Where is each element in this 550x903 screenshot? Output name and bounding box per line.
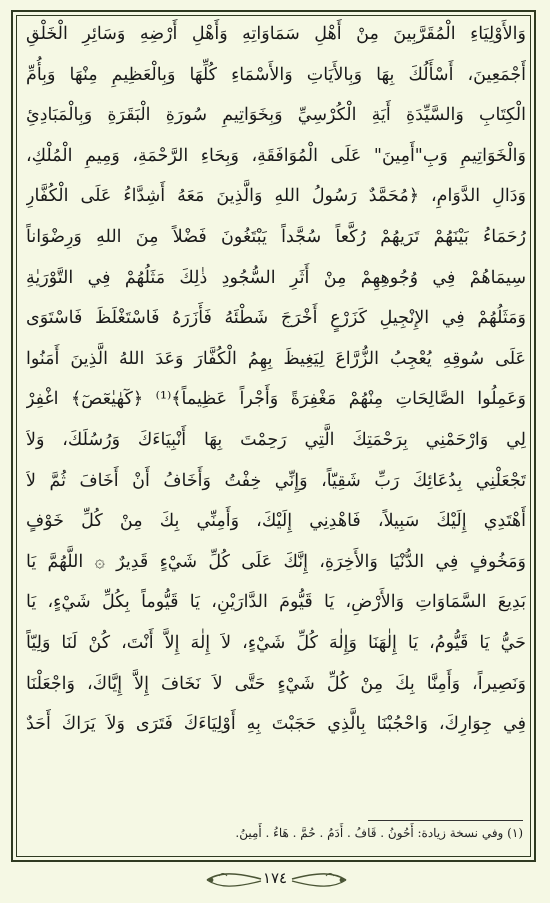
- text-line: وَالأَوْلِيَاءِ الْمُقَرَّبِينَ مِنْ أَهْلِ سَمَاوَاتِهِ وَأَهْلِ أَرْضِهِ وَسَائِرِ الْخَلْقِ: [26, 24, 526, 44]
- text-line: الْكِتَابِ وَالسَّيِّدَةِ أَيَةِ الْكُرْسِيِّ وَبِخَوَاتِيمِ سُورَةِ الْبَقَرَةِ وَبِالْمَبَادِئِ: [26, 105, 526, 126]
- text-line: وَمَخُوفٍ فِي الدُّنْيَا وَالأَخِرَةِ، إِنَّكَ عَلَى كُلِّ شَيْءٍ قَدِيرٌ ۞ اللَّهُمَّ يَا: [26, 551, 526, 572]
- text-line: فِي جِوَارِكَ، وَاحْجُبْنَا بِالَّذِي حَجَبْتَ بِهِ أَوْلِيَاءَكَ فَتَرَى وَلاَ يَرَاكَ أَحَدٌ: [26, 714, 526, 735]
- text-line: رُحَمَاءُ بَيْنَهُمْ تَرَيهُمْ رُكَّعاً سُجَّداً يَبْتَغُونَ فَضْلاً مِنَ اللهِ وَرِضْوَاناً: [26, 226, 526, 247]
- text-line: وَعَمِلُوا الصَّالِحَاتِ مِنْهُمْ مَغْفِرَةً وَأَجْراً عَظِيماً﴾⁽¹⁾ ﴿كٓهٰيٰعٓصٓ﴾ اغْفِرْ: [26, 389, 526, 410]
- text-line: حَيُّ يَا قَيُّومُ، يَا إِلٰهَنَا وَإِلٰهَ كُلِّ شَيْءٍ، لاَ إِلٰهَ إِلاَّ أَنْتَ، كُنْ لَنَا وَلِيّاً: [26, 632, 526, 653]
- text-line: وَنَصِيراً، وَأَمِنَّا بِكَ مِنْ كُلِّ شَيْءٍ حَتَّى لاَ نَخَافَ إِلاَّ إِيَّاكَ، وَاجْعَلْنَا: [26, 673, 526, 694]
- main-text: [26, 14, 526, 745]
- footnote-divider: [368, 820, 523, 821]
- text-line: أَجْمَعِينَ، أَسْأَلُكَ بِهَا وَبِالأَيَاتِ وَالأَسْمَاءِ كُلِّهَا وَبِالْعَظِيمِ مِنْهَا وَبِأُمِّ: [26, 64, 526, 85]
- text-line: وَالْخَوَاتِيمِ وَبِ"أَمِينَ" عَلَى الْمُوَافَقَةِ، وَبِحَاءِ الرَّحْمَةِ، وَمِيمِ الْمُلْكِ،: [26, 145, 526, 166]
- text-line: بَدِيعَ السَّمَاوَاتِ وَالأَرْضِ، يَا قَيُّومَ الدَّارَيْنِ، يَا قَيُّوماً بِكُلِّ شَيْءٍ، يَا: [26, 592, 526, 613]
- page-number: ١٧٤: [262, 869, 288, 887]
- text-line: وَمَثَلُهُمْ فِي الإِنْجِيلِ كَزَرْعٍ أَخْرَجَ شَطْئَهُ فَأَزَرَهُ فَاسْتَغْلَظَ فَاسْتَوَى: [26, 308, 526, 329]
- text-line: سِيمَاهُمْ فِي وُجُوهِهِمْ مِنْ أَثَرِ السُّجُودِ ذٰلِكَ مَثَلُهُمْ فِي التَّوْرَيٰةِ: [26, 267, 526, 288]
- text-line: تَجْعَلْنِي بِدُعَائِكَ رَبِّ شَقِيّاً، وَإِنِّي خِفْتُ وَأَخَافُ أَنْ أَخَافَ ثُمَّ لاَ: [26, 470, 526, 491]
- text-line: وَدَالِ الدَّوَامِ، ﴿مُحَمَّدٌ رَسُولُ اللهِ وَالَّذِينَ مَعَهُ أَشِدَّاءُ عَلَى الْكُفَّارِ: [26, 186, 526, 207]
- footnote: (١) وفي نسخة زيادة: أَحُونُ . قَافُ . أَدَمُ . حُمَّ . هَاءُ . أَمِينُ.: [235, 826, 523, 840]
- text-line: أَهْتَدِي إِلَيْكَ سَبِيلاً، فَاهْدِنِي إِلَيْكَ، وَأَمِنِّي بِكَ مِنْ كُلِّ خَوْفٍ: [26, 511, 526, 532]
- text-line: عَلَى سُوقِهِ يُعْجِبُ الزُّرَّاعَ لِيَغِيظَ بِهِمُ الْكُفَّارَ وَعَدَ اللهُ الَّذِينَ أَمَنُوا: [26, 348, 526, 369]
- text-line: لِي وَارْحَمْنِي بِرَحْمَتِكَ الَّتِي رَحِمْتَ بِهَا أَنْبِيَاءَكَ وَرُسُلَكَ، وَلاَ: [26, 429, 526, 450]
